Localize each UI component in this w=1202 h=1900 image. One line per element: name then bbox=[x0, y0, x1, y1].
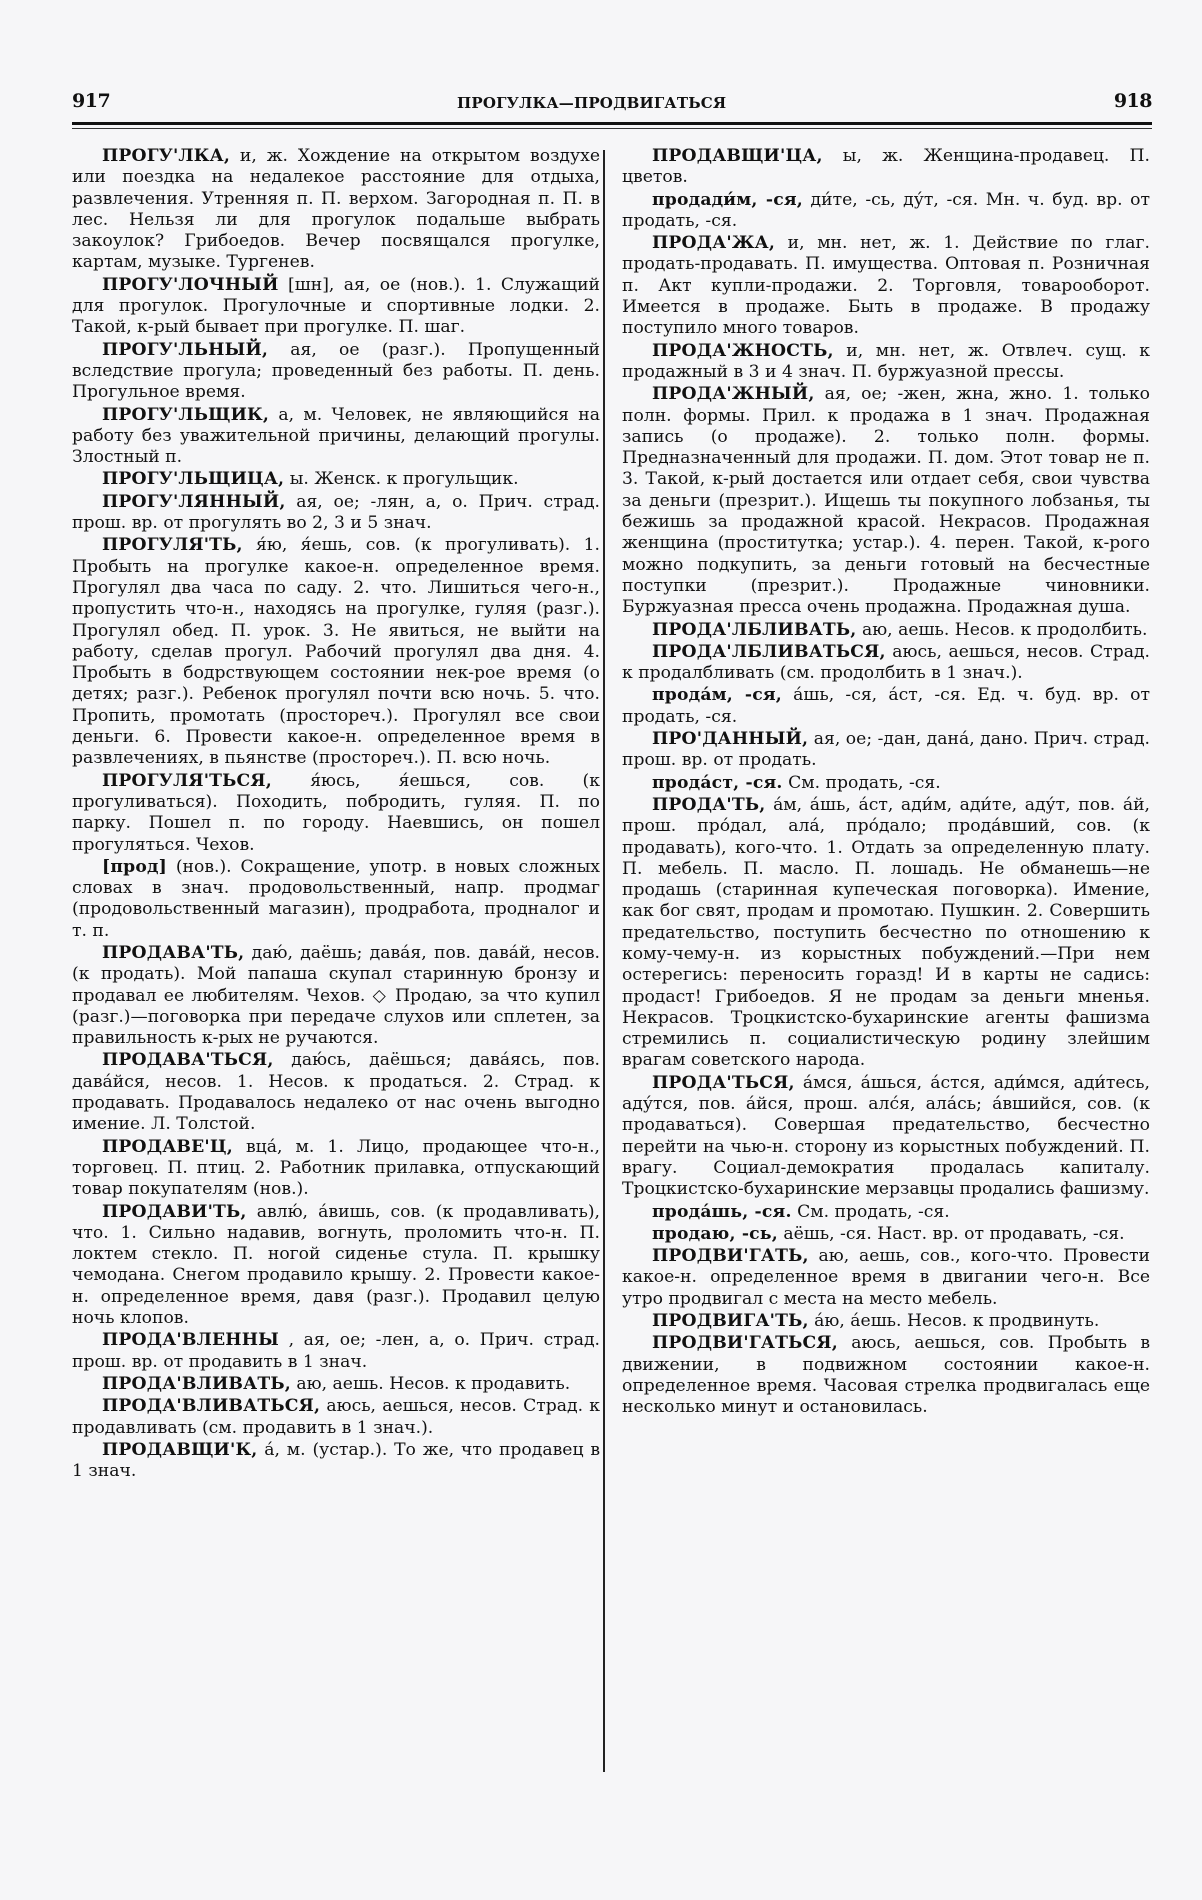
headword: ПРОДА'ТЬ, bbox=[652, 794, 766, 815]
definition-text: и, мн. нет, ж. 1. Действие по глаг. продать-продавать. П. имущества. Оптовая п. Розничная п. Акт купли-продажи. 2. Торговля, товарооборот. Имеется в продаже. Быть в продаже. В продажу поступило много товаров. bbox=[622, 233, 1150, 339]
headword: ПРОДВИ'ГАТЬ, bbox=[652, 1246, 809, 1267]
running-head: ПРОГУЛКА—ПРОДВИГАТЬСЯ bbox=[457, 94, 727, 112]
definition-text: а́мся, а́шься, а́стся, ади́мся, ади́тесь, аду́тся, пов. а́йся, прош. алс́я, ала́сь; а́вшийся, сов. (к продаваться). Совершая предательство, бесчестно перейти на чью-н. сторону из корыстных побуждений. П. врагу. Социал-демократия продалась капиталу. Троцкистско-бухаринские мерзавцы продались фашизму. bbox=[622, 1072, 1150, 1200]
column-divider bbox=[603, 150, 605, 1772]
dictionary-entry bbox=[622, 384, 1150, 618]
headword: [прод] bbox=[102, 856, 167, 877]
definition-text: ая, ое (разг.). Пропущенный вследствие прогула; проведенный без работы. П. день. Прогульное время. bbox=[72, 339, 600, 403]
definition-text: , ая, ое; -лен, а, о. Прич. страд. прош. вр. от продавить в 1 знач. bbox=[72, 1330, 600, 1372]
dictionary-entry bbox=[622, 146, 1150, 189]
dictionary-entry bbox=[622, 795, 1150, 1072]
dictionary-entry bbox=[72, 1440, 600, 1483]
header-rule-thick bbox=[72, 122, 1152, 125]
definition-text: См. продать, -ся. bbox=[782, 772, 941, 793]
dictionary-entry bbox=[622, 620, 1150, 641]
definition-text: даю́, даёшь; дава́я, пов. дава́й, несов. (к продать). Мой папаша скупал старинную бронзу и продавал ее любителям. Чехов. ◇ Продаю, за что купил (разг.)—поговорка при передаче слухов или сплетен, за правильность к-рых не ручаются. bbox=[72, 942, 600, 1049]
headword: ПРОДА'ВЛЕННЫ bbox=[102, 1330, 280, 1351]
headword: ПРОГУЛЯ'ТЬСЯ, bbox=[102, 770, 272, 791]
headword: ПРОДА'ЖНОСТЬ, bbox=[652, 340, 834, 361]
headword: ПРОДА'ЛБЛИВАТЬСЯ, bbox=[652, 641, 886, 662]
definition-text: даю́сь, даёшься; дава́ясь, пов. дава́йся, несов. 1. Несов. к продаться. 2. Страд. к продавать. Продавалось недалеко от нас очень выгодно имение. Л. Толстой. bbox=[72, 1050, 600, 1135]
dictionary-entry bbox=[72, 405, 600, 469]
headword: ПРОГУ'ЛЬНЫЙ, bbox=[102, 339, 269, 360]
definition-text: аёшь, -ся. Наст. вр. от продавать, -ся. bbox=[777, 1223, 1125, 1244]
definition-text: аюсь, аешься, несов. Страд. к продалбливать (см. продолбить в 1 знач.). bbox=[622, 641, 1150, 684]
dictionary-entry bbox=[72, 1330, 600, 1373]
headword: ПРОДА'ЛБЛИВАТЬ, bbox=[652, 619, 857, 640]
definition-text: а́м, а́шь, а́ст, ади́м, ади́те, аду́т, пов. а́й, прош. про́дал, ала́, про́дало; прода́вший, сов. (к продавать), кого-что. 1. Отдать за определенную плату. П. мебель. П. масло. П. лошадь. Не обманешь—не продашь (старинная купеческая поговорка). Имение, как бог свят, продам и промотаю. Пушкин. 2. Совершить предательство, поступить бесчестно по отношению к кому-чему-н. из корыстных побуждений.—При нем остерегись: переносить горазд! И в карты не садись: продаст! Грибоедов. Я не продам за деньги мненья. Некрасов. Троцкистско-бухаринские агенты фашизма стремились п. социалистическую родину злейшим врагам советского народа. bbox=[622, 794, 1150, 1071]
dictionary-entry bbox=[72, 771, 600, 856]
page-number-left: 917 bbox=[72, 90, 111, 112]
page-number-right: 918 bbox=[1113, 90, 1152, 112]
headword: ПРОГУ'ЛКА, bbox=[102, 146, 231, 166]
headword: ПРОДА'ТЬСЯ, bbox=[652, 1072, 795, 1093]
dictionary-entry bbox=[622, 729, 1150, 772]
headword: ПРОДА'ЖНЫЙ, bbox=[652, 384, 815, 405]
headword: ПРОГУ'ЛЬЩИК, bbox=[102, 404, 270, 425]
definition-text: я́ю, я́ешь, сов. (к прогуливать). 1. Пробыть на прогулке какое-н. определенное время. Прогулял два часа по саду. 2. что. Лишиться чего-н., пропустить что-н., находясь на прогулке, гуляя (разг.). Прогулял обед. П. урок. 3. Не явиться, не выйти на работу, сделав прогул. Рабочий прогулял два дня. 4. Пробыть в бодрствующем состоянии нек-рое время (о детях; разг.). Ребенок прогулял почти всю ночь. 5. что. Пропить, промотать (простореч.). Прогулял все свои деньги. 6. Провести какое-н. определенное время в развлечениях, в пьянстве (простореч.). П. всю ночь. bbox=[72, 535, 600, 769]
headword: ПРОГУ'ЛОЧНЫЙ bbox=[102, 274, 279, 295]
definition-text: [шн], ая, ое (нов.). 1. Служащий для прогулок. Прогулочные и спортивные лодки. 2. Такой, к-рый бывает при прогулке. П. шаг. bbox=[72, 274, 600, 338]
headword: ПРОГУ'ЛЬЩИЦА, bbox=[102, 469, 285, 490]
dictionary-entry bbox=[72, 146, 600, 274]
headword: продаю, -сь, bbox=[652, 1223, 778, 1244]
headword: ПРОДАВЕ'Ц, bbox=[102, 1136, 233, 1157]
definition-text: См. продать, -ся. bbox=[791, 1201, 950, 1222]
headword: прода́шь, -ся. bbox=[652, 1201, 792, 1222]
headword: ПРОДВИ'ГАТЬСЯ, bbox=[652, 1333, 838, 1354]
definition-text: вца́, м. 1. Лицо, продающее что-н., торговец. П. птиц. 2. Работник прилавка, отпускающий товар покупателям (нов.). bbox=[72, 1136, 600, 1200]
definition-text: ая, ое; -дан, дана́, дано. Прич. страд. прош. вр. от продать. bbox=[622, 729, 1150, 771]
headword: прода́м, -ся, bbox=[652, 685, 782, 706]
headword: ПРОГУ'ЛЯННЫЙ, bbox=[102, 491, 286, 512]
definition-text: аю, аешь, сов., кого-что. Провести какое-н. определенное время в двигании чего-н. Все утро продвигал с места на место мебель. bbox=[622, 1246, 1150, 1309]
definition-text: а, м. Человек, не являющийся на работу без уважительной причины, делающий прогулы. Злостный п. bbox=[72, 404, 600, 468]
headword: ПРОДАВА'ТЬСЯ, bbox=[102, 1050, 274, 1071]
definition-text: а́шь, -ся, а́ст, -ся. Ед. ч. буд. вр. от продать, -ся. bbox=[622, 685, 1151, 727]
definition-text: ы, ж. Женщина-продавец. П. цветов. bbox=[622, 146, 1150, 188]
dictionary-entry bbox=[622, 642, 1150, 685]
dictionary-entry bbox=[72, 1374, 600, 1395]
definition-text: а́, м. (устар.). То же, что продавец в 1 знач. bbox=[72, 1439, 600, 1482]
definition-text: аюсь, аешься, сов. Пробыть в движении, в подвижном состоянии какое-н. определенное время. Часовая стрелка продвигалась еще несколько минут и остановилась. bbox=[622, 1333, 1150, 1418]
dictionary-entry bbox=[72, 1137, 600, 1201]
dictionary-entry bbox=[72, 943, 600, 1049]
dictionary-entry bbox=[72, 340, 600, 404]
definition-text: аю, аешь. Несов. к продолбить. bbox=[856, 619, 1148, 640]
dictionary-entry bbox=[622, 1073, 1150, 1201]
definition-text: (нов.). Сокращение, употр. в новых сложных словах в знач. продовольственный, напр. продмаг (продовольственный магазин), продработа, продналог и т. п. bbox=[72, 856, 600, 941]
headword: прода́ст, -ся. bbox=[652, 772, 783, 793]
dictionary-entry bbox=[622, 1202, 1150, 1223]
definition-text: авлю́, а́вишь, сов. (к продавливать), что. 1. Сильно надавив, вогнуть, проломить что-н. П. локтем стекло. П. ногой сиденье стула. П. крышку чемодана. Снегом продавило крышу. 2. Провести какое-н. определенное время, давя (разг.). Продавил целую ночь клопов. bbox=[72, 1201, 600, 1329]
page-header bbox=[72, 90, 1152, 118]
definition-text: и, ж. Хождение на открытом воздухе или поездка на недалекое расстояние для отдыха, развлечения. Утренняя п. П. верхом. Загородная п. П. в лес. Нельзя ли для прогулок подальше выбрать закоулок? Грибоедов. Вечер посвящался прогулке, картам, музыке. Тургенев. bbox=[72, 146, 600, 273]
headword: ПРО'ДАННЫЙ, bbox=[652, 729, 809, 750]
definition-text: ди́те, -сь, ду́т, -ся. Мн. ч. буд. вр. от продать, -ся. bbox=[622, 189, 1150, 231]
definition-text: я́юсь, я́ешься, сов. (к прогуливаться). Походить, побродить, гуляя. П. по парку. Пошел п. по городу. Наевшись, он пошел прогуляться. Чехов. bbox=[72, 770, 600, 855]
dictionary-entry bbox=[72, 535, 600, 769]
dictionary-entry bbox=[622, 190, 1150, 233]
headword: ПРОДАВЩИ'ЦА, bbox=[652, 146, 823, 166]
dictionary-entry bbox=[72, 1202, 600, 1330]
dictionary-entry bbox=[622, 685, 1150, 728]
headword: продади́м, -ся, bbox=[652, 189, 803, 210]
headword: ПРОДА'ЖА, bbox=[652, 233, 776, 254]
dictionary-entry bbox=[622, 341, 1150, 384]
definition-text: ая, ое; -жен, жна, жно. 1. только полн. формы. Прил. к продажа в 1 знач. Продажная запись (о продаже). 2. только полн. формы. Предназначенный для продажи. П. дом. Этот товар не п. 3. Такой, к-рый достается или отдает себя, свои чувства за деньги (презрит.). Ищешь ты покупного лобзанья, ты бежишь за продажной красой. Некрасов. Продажная женщина (проститутка; устар.). 4. перен. Такой, к-рого можно подкупить, за деньги готовый на бесчестные поступки (презрит.). Продажные чиновники. Буржуазная пресса очень продажна. Продажная душа. bbox=[622, 384, 1150, 618]
definition-text: ы. Женск. к прогульщик. bbox=[284, 469, 519, 490]
dictionary-entry bbox=[622, 773, 1150, 794]
definition-text: а́ю, а́ешь. Несов. к продвинуть. bbox=[808, 1311, 1100, 1332]
definition-text: аю, аешь. Несов. к продавить. bbox=[290, 1373, 571, 1394]
dictionary-entry bbox=[622, 233, 1150, 339]
headword: ПРОДА'ВЛИВАТЬ, bbox=[102, 1373, 291, 1394]
headword: ПРОДАВИ'ТЬ, bbox=[102, 1201, 247, 1222]
headword: ПРОДАВА'ТЬ, bbox=[102, 942, 245, 963]
dictionary-entry bbox=[72, 492, 600, 535]
headword: ПРОДВИГА'ТЬ, bbox=[652, 1311, 809, 1332]
definition-text: аюсь, аешься, несов. Страд. к продавливать (см. продавить в 1 знач.). bbox=[72, 1396, 600, 1438]
dictionary-entry bbox=[72, 275, 600, 339]
left-column bbox=[72, 146, 600, 1483]
dictionary-entry bbox=[72, 1050, 600, 1135]
dictionary-entry bbox=[622, 1246, 1150, 1310]
definition-text: и, мн. нет, ж. Отвлеч. сущ. к продажный в 3 и 4 знач. П. буржуазной прессы. bbox=[622, 340, 1150, 382]
dictionary-entry bbox=[622, 1311, 1150, 1332]
dictionary-entry bbox=[72, 469, 600, 490]
dictionary-entry bbox=[622, 1224, 1150, 1245]
dictionary-entry bbox=[72, 857, 600, 942]
dictionary-entry bbox=[622, 1333, 1150, 1418]
right-column bbox=[622, 146, 1150, 1420]
headword: ПРОГУЛЯ'ТЬ, bbox=[102, 535, 243, 556]
headword: ПРОДАВЩИ'К, bbox=[102, 1439, 258, 1460]
definition-text: ая, ое; -лян, а, о. Прич. страд. прош. вр. от прогулять во 2, 3 и 5 знач. bbox=[72, 491, 600, 534]
dictionary-entry bbox=[72, 1396, 600, 1439]
header-rule-thin bbox=[72, 128, 1152, 129]
headword: ПРОДА'ВЛИВАТЬСЯ, bbox=[102, 1396, 321, 1417]
